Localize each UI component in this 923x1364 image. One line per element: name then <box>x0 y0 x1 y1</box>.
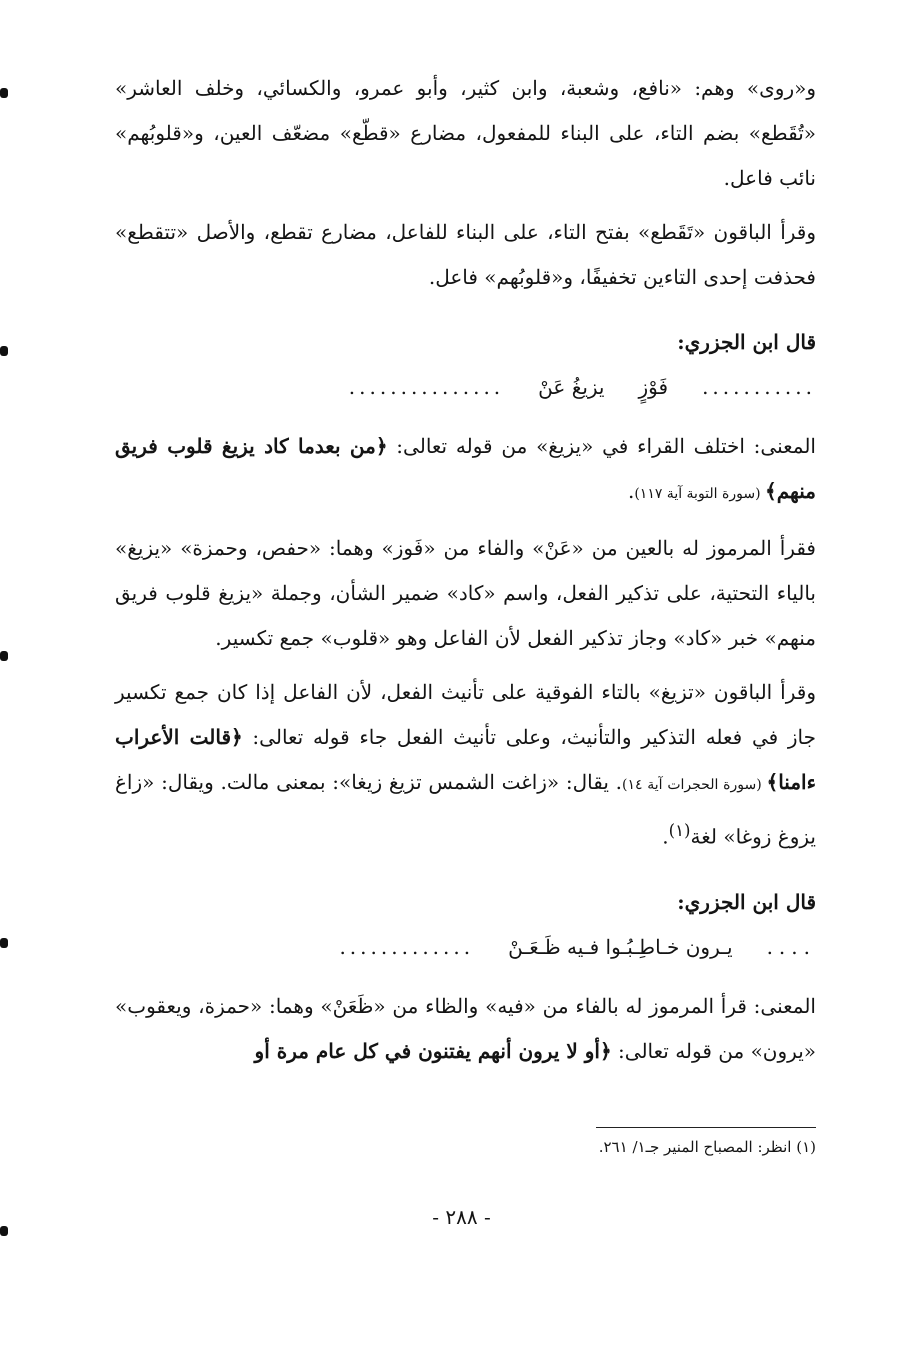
scan-mark <box>0 938 8 948</box>
verse-word: فَوْزٍ <box>638 375 669 399</box>
verse-line-2 <box>115 925 816 970</box>
paragraph-5 <box>115 670 816 860</box>
verse-2-phrase: يـرون خـاطِـبُـوا فـيه ظَـعَـنْ <box>508 934 733 959</box>
paragraph-2: وقرأ الباقون «تَقَطع» بفتح التاء، على البناء للفاعل، مضارع تقطع، والأصل «تتقطع» فحذفت إحدى التاءين تخفيفًا، و«قلوبُهم» فاعل. <box>115 220 816 289</box>
paragraph-3-lead: المعنى: اختلف القراء في «يزيغ» من قوله تعالى: <box>387 434 816 458</box>
section-heading-2: قال ابن الجزري: <box>677 889 816 914</box>
surah-reference-1: (سورة التوبة آية ١١٧) <box>634 486 765 502</box>
scan-mark <box>0 1226 8 1236</box>
paragraph-6 <box>115 984 816 1074</box>
scan-mark <box>0 88 8 98</box>
verse-phrase: يزيغُ عَنْ <box>538 375 605 399</box>
footnote-divider <box>596 1127 816 1128</box>
paragraph-6-lead: المعنى: قرأ المرموز له بالفاء من «فيه» والظاء من «ظَعَنْ» وهما: «حمزة، ويعقوب» «يرون» من قوله تعالى: <box>115 993 816 1063</box>
quran-quote-1: ﴿من بعدما كاد يزيغ قلوب فريق منهم﴾ <box>115 434 816 503</box>
footnote-marker: (١) <box>668 821 691 840</box>
verse-dots-right: ........... <box>702 375 816 399</box>
paragraph-5-lead: وقرأ الباقون «تزيغ» بالتاء الفوقية على تأنيث الفعل، لأن الفاعل إذا كان جمع تكسير جاز في فعله التذكير والتأنيث، وعلى تأنيث الفعل جاء قوله تعالى: <box>115 680 816 749</box>
surah-reference-2: (سورة الحجرات آية ١٤) <box>621 777 767 793</box>
section-heading-1: قال ابن الجزري: <box>677 330 816 354</box>
page-number: - ٢٨٨ - <box>432 1205 491 1229</box>
footnote: (١) انظر: المصباح المنير جـ١/ ٢٦١. <box>598 1138 816 1156</box>
paragraph-3 <box>115 424 816 517</box>
verse-2-dots-left: ............. <box>339 934 475 959</box>
paragraph-3-tail: . <box>627 479 635 503</box>
verse-dots-left: ............... <box>348 375 505 399</box>
scan-mark <box>0 651 8 661</box>
quran-quote-3: ﴿أو لا يرون أنهم يفتنون في كل عام مرة أو <box>254 1038 612 1063</box>
verse-2-dots-right: .... <box>766 934 816 959</box>
paragraph-5-tail: . يقال: «زاغت الشمس تزيغ زيغا»: بمعنى مالت. ويقال: «زاغ يزوغ زوغا» لغة <box>115 770 816 849</box>
quran-quote-2: ﴿قالت الأعراب ءامنا﴾ <box>115 725 816 794</box>
verse-line-1 <box>115 365 816 410</box>
scan-mark <box>0 346 8 356</box>
page-body <box>115 66 816 1083</box>
paragraph-1: و«روى» وهم: «نافع، وشعبة، وابن كثير، وأبو عمرو، والكسائي، وخلف العاشر» «تُقَطع» بضم التاء، على البناء للمفعول، مضارع «قطّع» مضعّف العين، و«قلوبُهم» نائب فاعل. <box>115 76 816 190</box>
paragraph-4: فقرأ المرموز له بالعين من «عَنْ» والفاء من «فَوز» وهما: «حفص، وحمزة» «يزيغ» بالياء التحتية، على تذكير الفعل، واسم «كاد» ضمير الشأن، وجملة «يزيغ قلوب فريق منهم» خبر «كاد» وجاز تذكير الفعل لأن الفاعل وهو «قلوب» جمع تكسير. <box>115 536 816 650</box>
paragraph-5-end: . <box>662 824 669 849</box>
